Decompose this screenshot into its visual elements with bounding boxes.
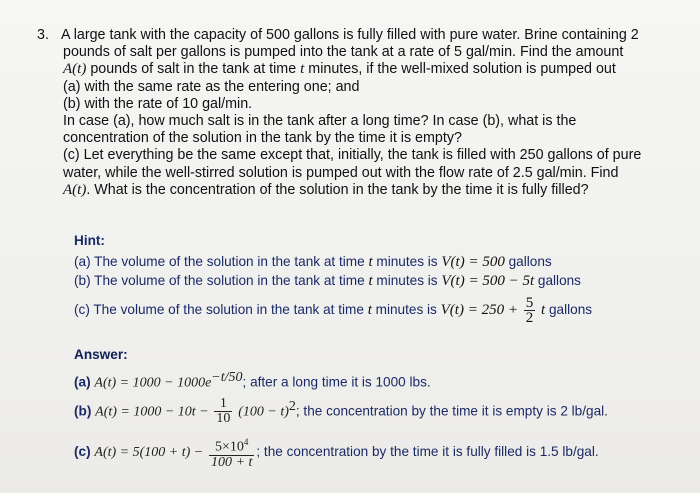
- answer-b-fraction: $\frac{1}{10}$: [216, 396, 231, 427]
- problem-line-3a: pounds of salt in the tank at time: [90, 61, 297, 78]
- answer-a: (a) $A(t) = 1000 - 1000e^{-t/50}$; after a long time it is 1000 lbs.: [74, 370, 431, 391]
- problem-line-7: concentration of the solution in the tank by the time it is empty?: [63, 130, 462, 147]
- problem-part-c: (c) Let everything be the same except that, initially, the tank is filled with 250 gallons of pure: [63, 147, 642, 164]
- hint-section: [74, 233, 674, 326]
- answer-c-fraction: $\frac{5\times 10^4}{100 + t}$: [211, 437, 253, 470]
- problem-part-a: (a) with the same rate as the entering one; and: [63, 78, 360, 95]
- problem-line-9: water, while the well-stirred solution is pumped out with the flow rate of 2.5 gal/min. Find: [63, 164, 619, 181]
- problem-line-2: pounds of salt per gallons is pumped into the tank at a rate of 5 gal/min. Find the amount: [63, 44, 624, 61]
- answer-section: [74, 344, 674, 474]
- answer-c-formula: A(t) = 5(100 + t) −: [94, 445, 204, 460]
- hint-c-formula: V(t) = 250 +: [440, 302, 518, 318]
- hint-a: (a) The volume of the solution in the tank at time t minutes is V(t) = 500 gallons: [74, 254, 552, 270]
- hint-a-formula: V(t) = 500: [441, 254, 505, 270]
- answer-c: (c) A(t) = 5(100 + t) − $\frac{5\times 10^4}{100 + t}$ ; the concentration by the time it is fully filled is 1.5 lb/gal.: [74, 437, 599, 470]
- amount-function-c: A(t): [63, 181, 87, 198]
- time-variable: t: [300, 61, 305, 78]
- problem-line-6: In case (a), how much salt is in the tank after a long time? In case (b), what is the: [63, 113, 577, 130]
- problem-line-1: A large tank with the capacity of 500 gallons is fully filled with pure water. Brine containing 2: [61, 27, 639, 43]
- hint-b: (b) The volume of the solution in the tank at time t minutes is V(t) = 500 − 5t gallons: [74, 273, 581, 289]
- hint-c: (c) The volume of the solution in the tank at time t minutes is V(t) = 250 + $\frac{5}{2}$ t gallons: [74, 294, 593, 326]
- answer-b-formula: A(t) = 1000 − 10t −: [95, 404, 209, 420]
- amount-function: A(t): [63, 61, 87, 78]
- problem-line-3b: minutes, if the well-mixed solution is pumped out: [308, 61, 616, 78]
- hint-b-formula: V(t) = 500 − 5t: [441, 273, 535, 289]
- problem-statement: [37, 27, 677, 199]
- answer-title: Answer:: [74, 347, 128, 362]
- answer-b: (b) A(t) = 1000 − 10t − $\frac{1}{10}$ $(100 - t)^2$; the concentration by the time it is empty is 2 lb/gal.: [74, 396, 608, 427]
- answer-a-formula: A(t) = 1000 − 1000e: [94, 375, 212, 391]
- problem-number: 3.: [37, 27, 49, 43]
- problem-part-b: (b) with the rate of 10 gal/min.: [63, 95, 253, 112]
- problem-line-10: . What is the concentration of the solution in the tank by the time it is fully filled?: [86, 181, 589, 198]
- hint-c-fraction: $\frac{5}{2}$: [525, 294, 534, 326]
- hint-title: Hint:: [74, 233, 105, 248]
